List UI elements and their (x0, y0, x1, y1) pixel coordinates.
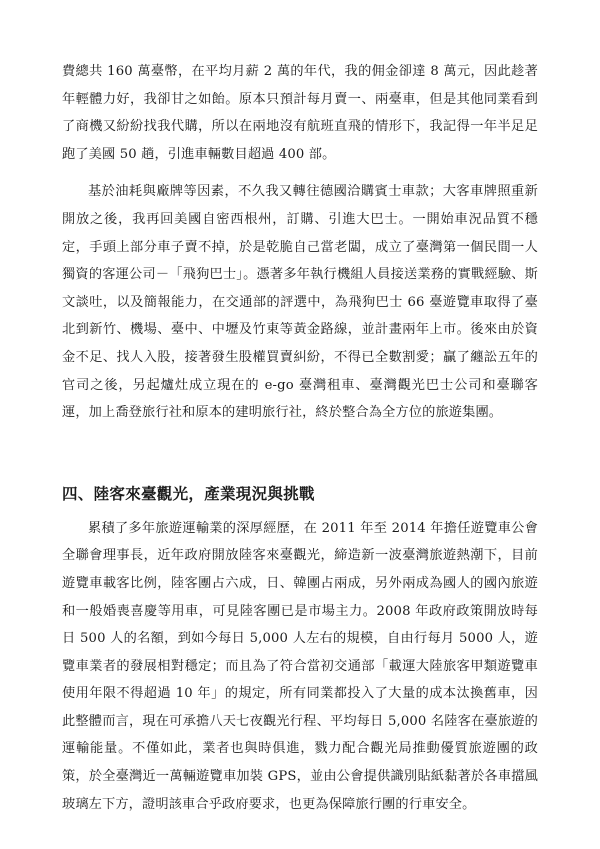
body-paragraph-2: 基於油耗與廠牌等因素，不久我又轉往德國洽購賓士車款；大客車牌照重新開放之後，我再回美國自密西根州，訂購、引進大巴士。一開始車況品質不穩定，手頭上部分車子賣不掉，於是乾脆自己當老闆，成立了臺灣第一個民間一人獨資的客運公司－「飛狗巴士」。憑著多年執行機組人員接送業務的實戰經驗、斯文談吐，以及簡報能力，在交通部的評選中，為飛狗巴士 66 臺遊覽車取得了臺北到新竹、機場、臺中、中壢及竹東等黃金路線，並計畫兩年上市。後來由於資金不足、找人入股，接著發生股權買賣糾紛，不得已全數割愛；贏了纏訟五年的官司之後，另起爐灶成立現在的 e-go 臺灣租車、臺灣觀光巴士公司和臺聯客運，加上喬登旅行社和原本的建明旅行社，終於整合為全方位的旅遊集團。 (62, 184, 538, 421)
section-paragraph: 累積了多年旅遊運輸業的深厚經歷，在 2011 年至 2014 年擔任遊覽車公會全聯會理事長，近年政府開放陸客來臺觀光，締造新一波臺灣旅遊熱潮下，目前遊覽車載客比例，陸客團占六成，日、韓團占兩成，另外兩成為國人的國內旅遊和一般婚喪喜慶等用車，可見陸客團已是市場主力。2008 年政府政策開放時每日 500 人的名額，到如今每日 5,000 人左右的規模，自由行每月 5000 人，遊覽車業者的發展相對穩定；而且為了符合當初交通部「載運大陸旅客甲類遊覽車使用年限不得超過 10 年」的規定，所有同業都投入了大量的成本汰換舊車，因此整體而言，現在可承擔八天七夜觀光行程、平均每日 5,000 名陸客在臺旅遊的運輸能量。不僅如此，業者也與時俱進，戮力配合觀光局推動優質旅遊團的政策，於全臺灣近一萬輛遊覽車加裝 GPS，並由公會提供識別貼紙黏著於各車擋風玻璃左下方，證明該車合乎政府要求，也更為保障旅行團的行車安全。 (62, 520, 538, 812)
section-heading: 四、陸客來臺觀光，產業現況與挑戰 (62, 483, 315, 503)
body-paragraph-1: 費總共 160 萬臺幣，在平均月薪 2 萬的年代，我的佣金卻達 8 萬元，因此趁著年輕體力好，我卻甘之如飴。原本只預計每月賣一、兩臺車，但是其他同業看到了商機又紛紛找我代購，所以在兩地沒有航班直飛的情形下，我記得一年半足足跑了美國 50 趟，引進車輛數目超過 400 部。 (62, 64, 538, 162)
